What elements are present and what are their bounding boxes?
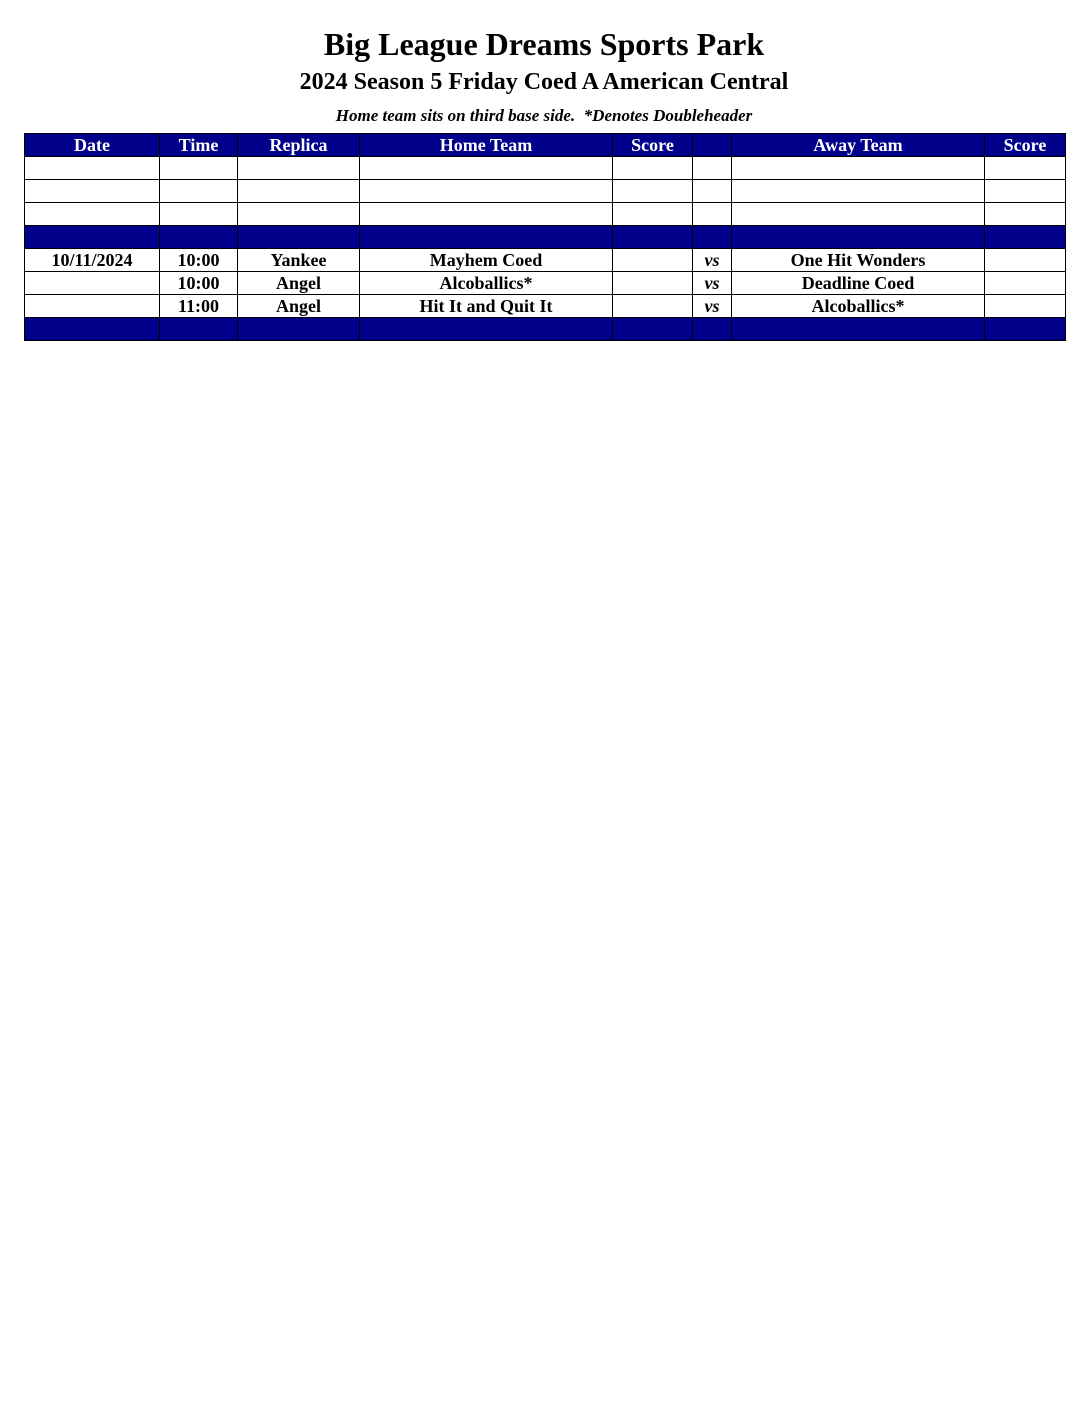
game-field: Angel — [238, 295, 360, 318]
away-team: One Hit Wonders — [732, 249, 985, 272]
game-time: 10:00 — [160, 272, 238, 295]
col-header-home-score: Score — [613, 134, 693, 157]
away-score — [985, 272, 1066, 295]
doubleheader-note: Home team sits on third base side. *Denotes Doubleheader — [335, 106, 753, 125]
away-score — [985, 295, 1066, 318]
away-score — [985, 249, 1066, 272]
game-date — [25, 295, 160, 318]
separator-band — [25, 318, 1066, 341]
vs-label: vs — [693, 295, 732, 318]
empty-row — [25, 180, 1066, 203]
col-header-vs — [693, 134, 732, 157]
page-title: Big League Dreams Sports Park — [323, 26, 765, 62]
away-team: Alcoballics* — [732, 295, 985, 318]
game-time: 10:00 — [160, 249, 238, 272]
game-row — [25, 249, 1066, 272]
game-row — [25, 272, 1066, 295]
col-header-replica: Replica — [238, 134, 360, 157]
home-team: Mayhem Coed — [360, 249, 613, 272]
page-subtitle: 2024 Season 5 Friday Coed A American Central — [299, 69, 789, 95]
vs-label: vs — [693, 249, 732, 272]
vs-label: vs — [693, 272, 732, 295]
game-date — [25, 272, 160, 295]
game-field: Yankee — [238, 249, 360, 272]
home-score — [613, 249, 693, 272]
home-score — [613, 295, 693, 318]
col-header-away-score: Score — [985, 134, 1066, 157]
game-field: Angel — [238, 272, 360, 295]
home-team: Hit It and Quit It — [360, 295, 613, 318]
separator-band — [25, 226, 1066, 249]
game-row — [25, 295, 1066, 318]
away-team: Deadline Coed — [732, 272, 985, 295]
col-header-time: Time — [160, 134, 238, 157]
empty-row — [25, 203, 1066, 226]
home-score — [613, 272, 693, 295]
empty-row — [25, 157, 1066, 180]
game-time: 11:00 — [160, 295, 238, 318]
game-date: 10/11/2024 — [25, 249, 160, 272]
table-header-row — [25, 134, 1066, 157]
home-team: Alcoballics* — [360, 272, 613, 295]
schedule-table — [24, 133, 1066, 341]
col-header-away-team: Away Team — [732, 134, 985, 157]
col-header-home-team: Home Team — [360, 134, 613, 157]
col-header-date: Date — [25, 134, 160, 157]
